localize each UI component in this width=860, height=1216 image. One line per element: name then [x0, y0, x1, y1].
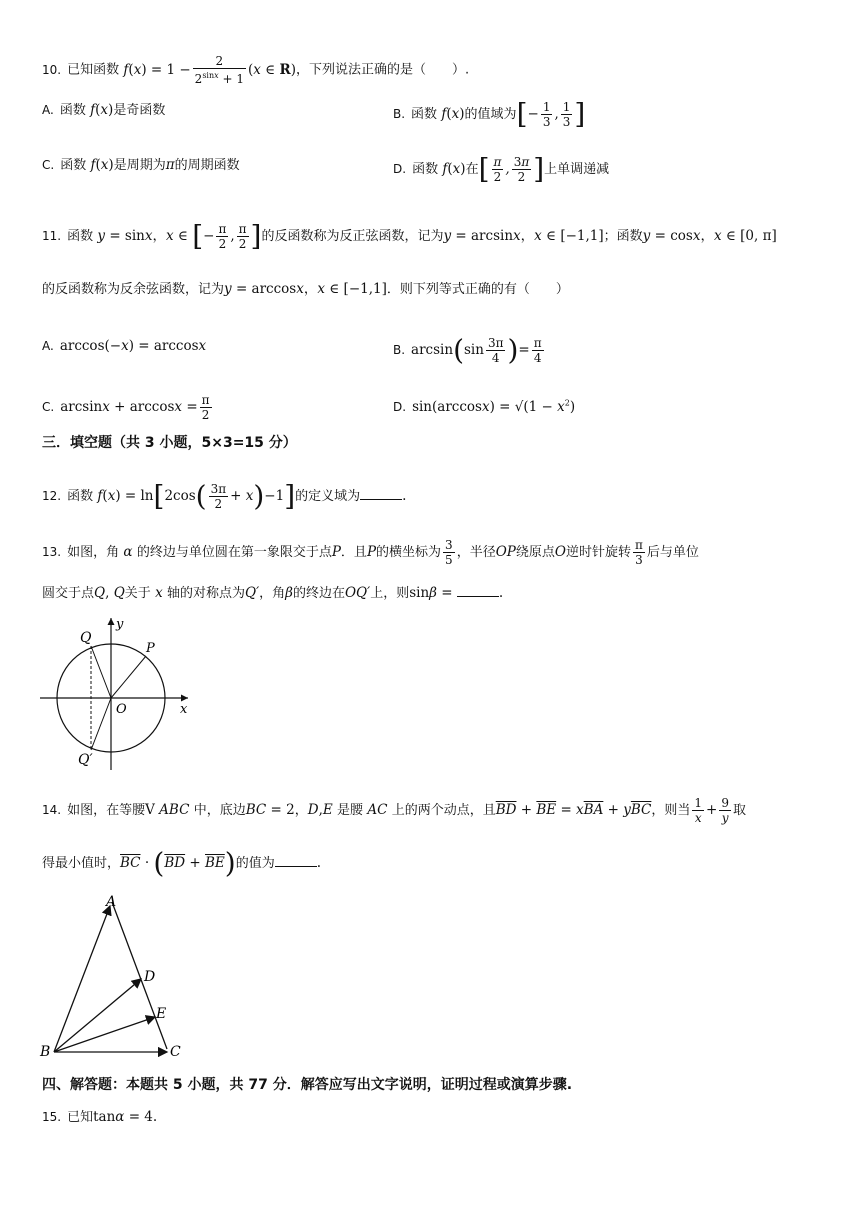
stem-text: 后与单位: [646, 545, 699, 560]
option-label: D.: [393, 162, 407, 176]
option-text: 函数: [59, 103, 86, 118]
formula: D,E: [307, 802, 338, 818]
option-text: 函数: [411, 107, 438, 122]
formula: f(x) = ln[2cos( $\frac{3\pi}{2}$ + x)−1]: [97, 479, 296, 513]
stem-text: 如图，在等腰: [67, 803, 146, 818]
q11-option-a: [42, 336, 206, 356]
stem-text: 取: [733, 803, 747, 818]
option-label: D.: [393, 399, 407, 414]
answer-blank: [457, 584, 499, 597]
q11-option-c: [42, 393, 214, 422]
stem-text: 绕原点: [515, 545, 555, 560]
stem-text: ；函数: [603, 229, 643, 244]
vector-ba: [54, 906, 110, 1052]
option-label: B.: [393, 107, 406, 121]
formula: P: [331, 544, 341, 560]
formula: α: [119, 544, 137, 560]
formula: arcsin(sin $\frac{3\pi}{4}$ )= $\frac{\pi}{4}$: [411, 333, 542, 367]
stem-text: 上的两个动点，且: [391, 803, 496, 818]
side-ac: [112, 902, 167, 1049]
formula: V ABC: [145, 802, 194, 818]
formula: f(x): [442, 161, 466, 177]
stem-text: ，: [294, 803, 308, 818]
label-q: Q: [80, 630, 92, 646]
q11-stem-line1: [42, 219, 777, 253]
stem-text: ，下列说法正确的是（ ）.: [295, 62, 470, 78]
option-text: 在: [465, 162, 479, 177]
stem-text: 的反函数称为反余弦函数，记为: [42, 282, 225, 297]
end-mark: .: [152, 1109, 158, 1125]
formula: O: [554, 544, 566, 560]
stem-text: 已知: [67, 1110, 94, 1125]
formula: arccos(−x) = arccosx: [59, 338, 207, 354]
q10-option-c: [42, 155, 240, 176]
q14-stem-line2: [42, 846, 322, 880]
option-label: A.: [42, 103, 54, 117]
stem-text: 的终边与单位圆在第一象限交于点: [136, 545, 332, 560]
end-mark: .: [402, 488, 407, 504]
question-number: 13.: [42, 545, 62, 559]
vector-be: [54, 1017, 155, 1052]
formula: AC: [363, 802, 392, 818]
question-number: 11.: [42, 229, 62, 243]
formula: $\sin(\arccos x) = √(1 - x^2)$: [412, 398, 576, 415]
section-heading-3: 三．填空题（共 3 小题，5×3=15 分）: [42, 435, 297, 451]
end-mark: .: [498, 585, 504, 601]
stem-text: 是腰: [337, 803, 364, 818]
stem-text: 的值为: [235, 856, 275, 871]
formula: f(x): [90, 102, 114, 118]
stem-text: ，半径: [456, 545, 496, 560]
option-label: B.: [393, 343, 406, 357]
formula: $\frac{1}{x}$ + $\frac{9}{y}$: [694, 796, 729, 825]
option-label: C.: [42, 400, 55, 414]
question-number: 10.: [42, 62, 62, 77]
q11-option-d: [393, 393, 575, 417]
formula: y = cosx，x ∈ [0, π]: [642, 228, 777, 244]
stem-text: ，角: [259, 586, 286, 601]
x-axis-arrow: [181, 695, 188, 702]
q10-option-a: [42, 100, 165, 121]
q11-option-b: [393, 333, 546, 367]
formula: f(x) = 1 − $\frac{2}{2^{sinx} + 1}$ (x ∈ R): [123, 54, 296, 86]
option-label: A.: [42, 339, 54, 353]
formula: β: [285, 585, 293, 601]
stem-text: 已知函数: [67, 62, 120, 78]
stem-text: 的反函数称为反正弦函数，记为: [261, 229, 444, 244]
formula: P: [366, 544, 377, 560]
answer-blank: [360, 487, 402, 500]
q10-stem: [42, 54, 469, 86]
q13-stem-line2: [42, 583, 503, 604]
formula: $\frac{\pi}{3}$: [634, 538, 643, 567]
formula: Q′: [245, 585, 260, 601]
q10-option-b: [393, 97, 586, 131]
option-text: 函数: [412, 162, 439, 177]
q12-stem: [42, 479, 407, 513]
formula: y = arccosx，x ∈ [−1,1]: [224, 281, 387, 297]
formula: tanα = 4: [93, 1109, 153, 1125]
question-number: 14.: [42, 803, 62, 817]
formula: OP: [495, 544, 516, 560]
option-label: C.: [42, 158, 55, 172]
q11-stem-line2: [42, 279, 569, 300]
stem-text: 的定义域为: [295, 489, 361, 504]
formula: y = arcsinx，x ∈ [−1,1]: [443, 228, 604, 244]
q15-stem: [42, 1107, 157, 1128]
option-text: 是奇函数: [113, 103, 166, 118]
formula: Q, Q: [94, 585, 125, 601]
stem-text: 轴的对称点为: [166, 586, 245, 601]
ray-oq-prime: [91, 698, 111, 750]
stem-text: ，则当: [651, 803, 691, 818]
formula: [− $\frac{1}{3}$ , $\frac{1}{3}$ ]: [516, 97, 586, 131]
label-b: B: [40, 1044, 51, 1060]
vector-bd: [54, 979, 141, 1052]
formula: $\frac{3}{5}$: [445, 538, 453, 567]
question-number: 15.: [42, 1110, 62, 1124]
formula: arcsinx + arccosx = $\frac{\pi}{2}$: [60, 393, 210, 422]
triangle-figure: [38, 892, 188, 1062]
end-mark: .: [316, 855, 322, 871]
formula: [ $\frac{\pi}{2}$ , $\frac{3\pi}{2}$ ]: [478, 152, 545, 186]
stem-text: 上，则: [370, 586, 410, 601]
formula: OQ′: [344, 585, 371, 601]
formula: f(x): [441, 106, 465, 122]
stem-text: 的终边在: [292, 586, 345, 601]
label-d: D: [144, 969, 156, 985]
label-y: y: [116, 617, 124, 632]
stem-text: 函数: [67, 489, 94, 504]
stem-text: 得最小值时，: [42, 856, 121, 871]
label-c: C: [170, 1044, 181, 1060]
q13-stem-line1: [42, 538, 699, 567]
option-text: 是周期为: [113, 158, 166, 173]
stem-text: ．则下列等式正确的有（ ）: [386, 282, 569, 297]
ray-oq: [91, 646, 111, 698]
option-text: 上单调递减: [544, 162, 610, 177]
q10-option-d: [393, 152, 610, 186]
formula: $\overline{BD} + \overline{BE} = x\overline{BA} + y\overline{BC}$: [495, 802, 652, 818]
stem-text: ．且: [340, 545, 367, 560]
label-p: P: [146, 641, 155, 656]
answer-blank: [275, 854, 317, 867]
q14-stem-line1: [42, 796, 746, 825]
stem-text: 中，底边: [193, 803, 246, 818]
label-e: E: [156, 1006, 167, 1022]
ray-op: [111, 656, 146, 698]
option-text: 的值域为: [464, 107, 517, 122]
label-q-prime: Q′: [78, 752, 93, 768]
stem-text: 圆交于点: [42, 586, 95, 601]
section-heading-4: 四、解答题：本题共 5 小题，共 77 分．解答应写出文字说明，证明过程或演算步骤.: [42, 1077, 573, 1093]
formula: π: [165, 157, 175, 173]
formula: BC = 2: [245, 802, 295, 818]
label-o: O: [116, 702, 127, 717]
formula: y = sinx，x ∈ [− $\frac{\pi}{2}$ , $\frac{\pi}{2}$ ]: [97, 219, 262, 253]
formula: f(x): [90, 157, 114, 173]
option-text: 的周期函数: [174, 158, 240, 173]
stem-text: 逆时针旋转: [565, 545, 631, 560]
option-text: 函数: [60, 158, 87, 173]
stem-text: 的横坐标为: [376, 545, 442, 560]
formula: $\overline{BC} \cdot (\overline{BD} + \overline{BE})$: [120, 846, 236, 880]
y-axis-arrow: [108, 618, 115, 625]
stem-text: 函数: [67, 229, 94, 244]
question-number: 12.: [42, 489, 62, 503]
formula: sinβ =: [409, 585, 453, 601]
label-a: A: [106, 894, 117, 910]
stem-text: 关于: [124, 586, 151, 601]
unit-circle-figure: [38, 612, 198, 772]
label-x: x: [180, 702, 188, 717]
stem-text: 如图，角: [67, 545, 120, 560]
formula: x: [150, 585, 167, 601]
